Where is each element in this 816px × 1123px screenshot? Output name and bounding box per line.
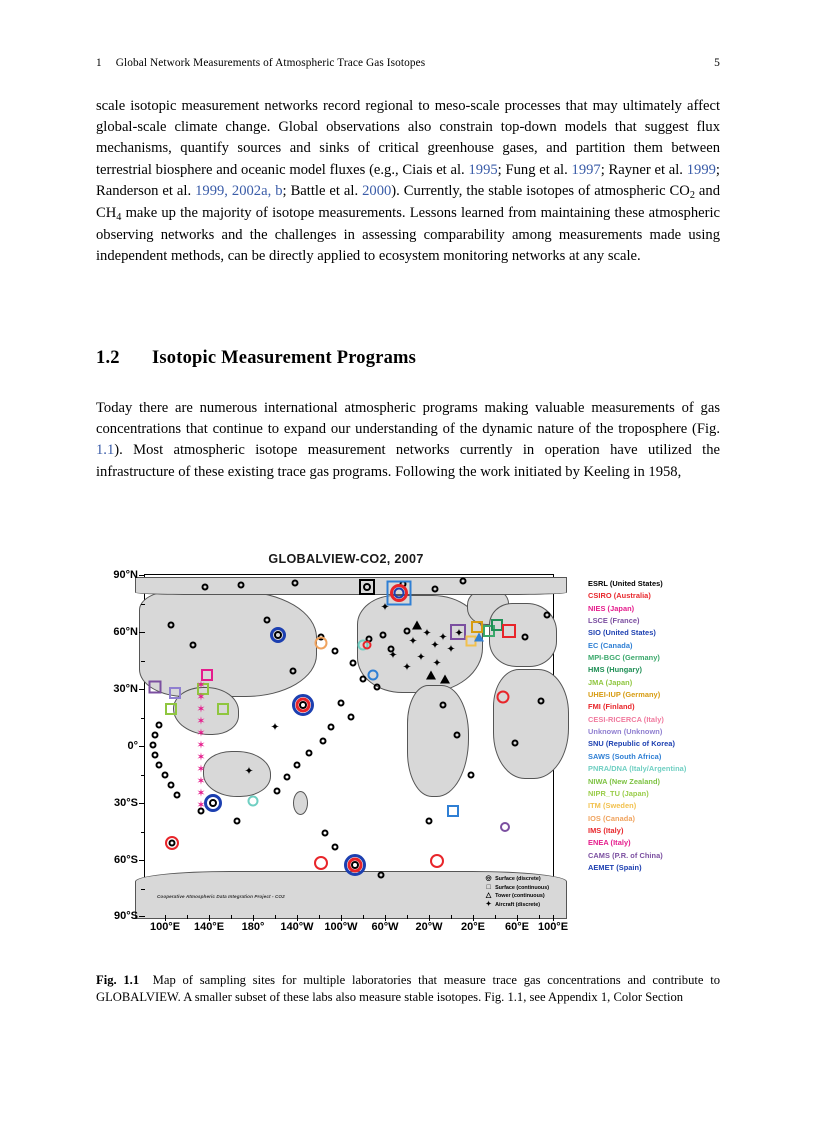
p2-part-a: Today there are numerous international atmospheric programs making valuable measurements of gas concentrations that continue to expand our understanding of the dynamic nature of the troposphere (Fig. (96, 400, 720, 438)
y-label-30s: 30°S (114, 797, 138, 809)
y-tick-minor-5 (141, 832, 145, 833)
site-marker[interactable] (328, 724, 335, 731)
lab-legend-item: JMA (Japan) (588, 677, 633, 687)
site-marker-surface-continuous[interactable] (447, 805, 459, 817)
site-marker-tower[interactable] (474, 633, 484, 642)
lab-legend-item: FMI (Finland) (588, 702, 635, 712)
site-marker-aircraft[interactable]: ✦ (270, 720, 280, 734)
lab-legend-item: ITM (Sweden) (588, 801, 637, 811)
x-label-140w: 140°W (280, 921, 314, 933)
site-marker-surface-continuous[interactable] (169, 687, 181, 699)
surface-continuous-icon: □ (486, 883, 491, 891)
x-tick-minor-4 (363, 915, 364, 919)
p1-part-g: and CH (96, 182, 720, 222)
site-marker[interactable] (168, 782, 175, 789)
site-marker-ship-track: ✶ (196, 678, 206, 692)
y-label-0: 0° (127, 740, 138, 752)
legend-row-tower-continuous (484, 892, 549, 900)
x-tick-minor-5 (407, 915, 408, 919)
running-head-chapter-number: 1 (96, 57, 102, 69)
site-marker[interactable] (350, 660, 357, 667)
lab-legend-item: SIO (United States) (588, 628, 656, 638)
lab-legend-item: CESI-RICERCA (Italy) (588, 714, 664, 724)
citation-randerson[interactable]: 1999, 2002a, b (195, 182, 283, 199)
site-marker[interactable] (190, 642, 197, 649)
landmass-australia (203, 751, 271, 797)
y-tick-minor-2 (141, 661, 145, 662)
x-tick-minor-8 (539, 915, 540, 919)
site-marker[interactable] (468, 772, 475, 779)
site-marker[interactable] (162, 772, 169, 779)
site-marker-multi-lab[interactable] (248, 796, 259, 807)
lab-legend-item: NIWA (New Zealand) (588, 776, 661, 786)
site-marker[interactable] (152, 752, 159, 759)
legend-label: Surface (discrete) (495, 876, 541, 883)
legend-label: Surface (continuous) (495, 884, 549, 891)
site-marker-aircraft[interactable]: ✦ (380, 600, 390, 614)
site-marker[interactable] (454, 732, 461, 739)
legend-row-aircraft-discrete (484, 901, 549, 909)
site-marker[interactable] (322, 830, 329, 837)
site-marker-ship-track: ✶ (196, 798, 206, 812)
legend-row-surface-discrete (484, 875, 549, 883)
landmass-new-zealand (293, 791, 308, 815)
site-marker[interactable] (380, 632, 387, 639)
x-label-180: 180° (241, 921, 265, 933)
site-marker-tower[interactable] (412, 621, 422, 630)
p1-part-c: ; Rayner et al. (600, 161, 687, 178)
site-marker-ship-track: ✶ (196, 750, 206, 764)
surface-discrete-icon: ◎ (485, 875, 492, 883)
lab-legend-item: EC (Canada) (588, 640, 633, 650)
figure-caption (96, 972, 720, 1005)
p1-part-b: ; Fung et al. (497, 161, 572, 178)
site-marker[interactable] (234, 818, 241, 825)
y-label-30n: 30°N (113, 683, 138, 695)
site-marker-surface-continuous[interactable] (471, 621, 483, 633)
legend-label: Tower (continuous) (495, 893, 545, 900)
site-marker-multi-lab[interactable] (430, 854, 444, 868)
x-label-100e-left: 100°E (149, 921, 181, 933)
site-marker[interactable] (348, 714, 355, 721)
body-paragraph-1 (96, 96, 720, 268)
lab-legend-item: Unknown (Unknown) (588, 727, 663, 737)
legend-label: Aircraft (discrete) (495, 901, 541, 908)
x-label-140e: 140°E (193, 921, 225, 933)
site-marker[interactable] (332, 844, 339, 851)
p2-part-b: ). Most atmospheric isotope measurement networks currently in operation have utilized the infrastructure of these existing trace gas programs. Following the work initiated by Keeling in 1958, (96, 442, 720, 480)
site-marker[interactable] (156, 762, 163, 769)
site-marker-aircraft[interactable]: ✦ (402, 660, 412, 674)
site-marker-multi-lab[interactable] (368, 670, 379, 681)
site-marker[interactable] (168, 622, 175, 629)
site-marker-multi-lab[interactable] (363, 641, 372, 650)
y-tick-90s (139, 916, 145, 917)
site-marker-surface-continuous[interactable] (387, 581, 412, 606)
citation-battle-2000[interactable]: 2000 (362, 182, 392, 199)
site-marker[interactable] (332, 648, 339, 655)
caption-label: Fig. 1.1 (96, 973, 140, 987)
site-marker[interactable] (150, 742, 157, 749)
p1-part-d: ; Randerson et al. (96, 161, 720, 199)
lab-legend-item: IOS (Canada) (588, 813, 636, 823)
y-label-90n: 90°N (113, 569, 138, 581)
section-heading (96, 348, 720, 369)
aircraft-discrete-icon: ✦ (485, 900, 492, 908)
x-tick-minor-7 (495, 915, 496, 919)
p1-part-e: ; Battle et al. (282, 182, 363, 199)
lab-legend-item: PNRA/DNA (Italy/Argentina) (588, 764, 687, 774)
lab-legend-item: LSCE (France) (588, 616, 640, 626)
p1-part-h: make up the majority of isotope measurements. Lessons learned from maintaining these atmospheric observing networks and the challenges in assessing comparability among measurements made using independent methods, can be directly applied to ecosystem monitoring networks at any scale. (96, 205, 720, 265)
site-marker-aircraft[interactable]: ✦ (430, 638, 440, 652)
tower-continuous-icon: △ (485, 892, 492, 900)
site-marker[interactable] (363, 583, 371, 591)
y-label-90s: 90°S (114, 910, 138, 922)
site-marker-tower[interactable] (440, 675, 450, 684)
y-tick-minor-1 (141, 604, 145, 605)
site-marker-aircraft[interactable]: ✦ (416, 650, 426, 664)
site-marker-tower[interactable] (426, 671, 436, 680)
site-marker-ship-track: ✶ (196, 774, 206, 788)
lab-legend-item: SNU (Republic of Korea) (588, 739, 675, 749)
site-marker-aircraft[interactable]: ✦ (388, 648, 398, 662)
site-marker[interactable] (290, 668, 297, 675)
citation-rayner-1999[interactable]: 1999 (686, 161, 716, 178)
running-head (96, 57, 720, 69)
y-tick-minor-3 (141, 718, 145, 719)
site-marker-multi-lab[interactable] (315, 637, 328, 650)
lab-legend-item: AEMET (Spain) (588, 862, 642, 872)
site-marker[interactable] (522, 634, 529, 641)
y-label-60n: 60°N (113, 626, 138, 638)
x-label-20e: 20°E (461, 921, 485, 933)
x-tick-minor-1 (231, 915, 232, 919)
site-marker[interactable] (292, 580, 299, 587)
landmass-arctic (135, 577, 567, 595)
laboratory-legend (588, 578, 720, 874)
figure-watermark: Cooperative Atmospheric Data Integration Project - CO2 (157, 894, 285, 899)
site-marker-surface-continuous[interactable] (149, 681, 162, 694)
site-marker[interactable] (432, 586, 439, 593)
x-label-100w: 100°W (324, 921, 358, 933)
page-number: 5 (714, 57, 720, 69)
site-marker[interactable] (460, 578, 467, 585)
site-marker-aircraft[interactable]: ✦ (432, 656, 442, 670)
lab-legend-item: NIPR_TU (Japan) (588, 788, 649, 798)
site-marker-aircraft[interactable]: ✦ (438, 630, 448, 644)
site-marker-surface-continuous[interactable] (502, 624, 516, 638)
running-head-title: Global Network Measurements of Atmospheric Trace Gas Isotopes (115, 57, 426, 69)
site-marker-aircraft[interactable]: ✦ (446, 642, 456, 656)
site-marker[interactable] (538, 698, 545, 705)
figure-reference-1-1[interactable]: 1.1 (96, 442, 115, 459)
x-label-100e-right: 100°E (537, 921, 569, 933)
lab-legend-item: MPI-BGC (Germany) (588, 653, 660, 663)
site-marker-multi-lab[interactable] (314, 856, 328, 870)
lab-legend-item: NIES (Japan) (588, 603, 635, 613)
site-marker[interactable] (294, 762, 301, 769)
site-marker-multi-lab[interactable] (497, 691, 510, 704)
y-tick-minor-6 (141, 889, 145, 890)
landmass-south-america (407, 685, 469, 797)
lab-legend-item: HMS (Hungary) (588, 665, 643, 675)
site-marker[interactable] (320, 738, 327, 745)
site-marker[interactable] (360, 676, 367, 683)
site-marker[interactable] (351, 861, 359, 869)
site-marker[interactable] (284, 774, 291, 781)
x-label-20w: 20°W (415, 921, 443, 933)
citation-ciais-1995[interactable]: 1995 (468, 161, 498, 178)
site-marker[interactable] (306, 750, 313, 757)
section-title: Isotopic Measurement Programs (152, 348, 417, 368)
site-marker[interactable] (238, 582, 245, 589)
y-tick-60s (139, 860, 145, 861)
site-marker[interactable] (404, 628, 411, 635)
lab-legend-item: IMS (Italy) (588, 825, 624, 835)
lab-legend-item: SAWS (South Africa) (588, 751, 662, 761)
figure-title: GLOBALVIEW-CO2, 2007 (268, 552, 424, 566)
site-marker[interactable] (156, 722, 163, 729)
site-marker[interactable] (299, 701, 307, 709)
site-marker[interactable] (426, 818, 433, 825)
site-marker-surface-continuous[interactable] (165, 703, 177, 715)
landmass-asia (139, 591, 317, 697)
lab-legend-item: ESRL (United States) (588, 579, 663, 588)
y-tick-0 (139, 746, 145, 747)
x-tick-minor-3 (319, 915, 320, 919)
site-marker[interactable] (209, 799, 217, 807)
site-marker[interactable] (512, 740, 519, 747)
x-tick-minor-6 (451, 915, 452, 919)
site-marker-ship-track: ✶ (196, 762, 206, 776)
site-marker-ship-track: ✶ (196, 702, 206, 716)
site-marker[interactable] (274, 788, 281, 795)
site-marker[interactable] (544, 612, 551, 619)
site-marker-aircraft[interactable]: ✦ (408, 634, 418, 648)
co2-subscript: 2 (689, 190, 695, 202)
ch4-subscript: 4 (116, 212, 122, 224)
lab-legend-item: CAMS (P.R. of China) (588, 850, 663, 860)
site-marker-multi-lab[interactable] (500, 822, 510, 832)
site-marker[interactable] (374, 684, 381, 691)
y-tick-90n (139, 575, 145, 576)
y-tick-30s (139, 803, 145, 804)
x-label-60w: 60°W (371, 921, 399, 933)
site-marker-aircraft[interactable]: ✦ (244, 764, 254, 778)
y-tick-60n (139, 632, 145, 633)
site-marker[interactable] (264, 617, 271, 624)
section-number: 1.2 (96, 348, 120, 368)
y-tick-minor-4 (141, 775, 145, 776)
site-marker-aircraft[interactable]: ✦ (454, 626, 464, 640)
site-marker[interactable] (174, 792, 181, 799)
lab-legend-item: CSIRO (Australia) (588, 591, 651, 601)
lab-legend-item: ENEA (Italy) (588, 838, 631, 848)
site-marker-ship-track: ✶ (196, 714, 206, 728)
body-paragraph-2 (96, 398, 720, 483)
site-marker[interactable] (338, 700, 345, 707)
y-label-60s: 60°S (114, 854, 138, 866)
x-tick-minor-0 (187, 915, 188, 919)
caption-text: Map of sampling sites for multiple laboratories that measure trace gas concentrations and contribute to GLOBALVIEW. A smaller subset of these labs also measure stable isotopes. Fig. 1.1, see Appendix 1, Color Section (96, 973, 721, 1004)
x-label-60e: 60°E (505, 921, 529, 933)
site-marker-ship-track: ✶ (196, 738, 206, 752)
site-marker[interactable] (152, 732, 159, 739)
p1-part-f: ). Currently, the stable isotopes of atmospheric CO (391, 182, 690, 199)
citation-fung-1997[interactable]: 1997 (571, 161, 601, 178)
legend-row-surface-continuous (484, 884, 549, 892)
site-marker-ship-track: ✶ (196, 726, 206, 740)
world-map-plot (113, 569, 569, 933)
site-marker-ship-track: ✶ (196, 786, 206, 800)
site-marker[interactable] (169, 840, 176, 847)
site-marker-aircraft[interactable]: ✦ (422, 626, 432, 640)
x-tick-minor-2 (275, 915, 276, 919)
platform-type-legend (484, 875, 549, 909)
site-marker-ship-track: ✶ (196, 690, 206, 704)
lab-legend-item: UHEI-IUP (Germany) (588, 690, 661, 700)
site-marker-surface-continuous[interactable] (217, 703, 229, 715)
site-marker[interactable] (378, 872, 385, 879)
site-marker[interactable] (274, 631, 282, 639)
y-tick-30n (139, 689, 145, 690)
site-marker[interactable] (202, 584, 209, 591)
p1-part-a: scale isotopic measurement networks record regional to meso-scale processes that may ultimately affect global-scale climate change. Global observations also constrain top-down models that suggest flux mechanisms, quantify sources and sinks of critical greenhouse gases, and partition them between terrestrial biosphere and oceanic model fluxes (e.g., Ciais et al. (96, 98, 720, 178)
figure-1-1 (96, 548, 720, 958)
site-marker[interactable] (440, 702, 447, 709)
landmass-africa (493, 669, 569, 779)
